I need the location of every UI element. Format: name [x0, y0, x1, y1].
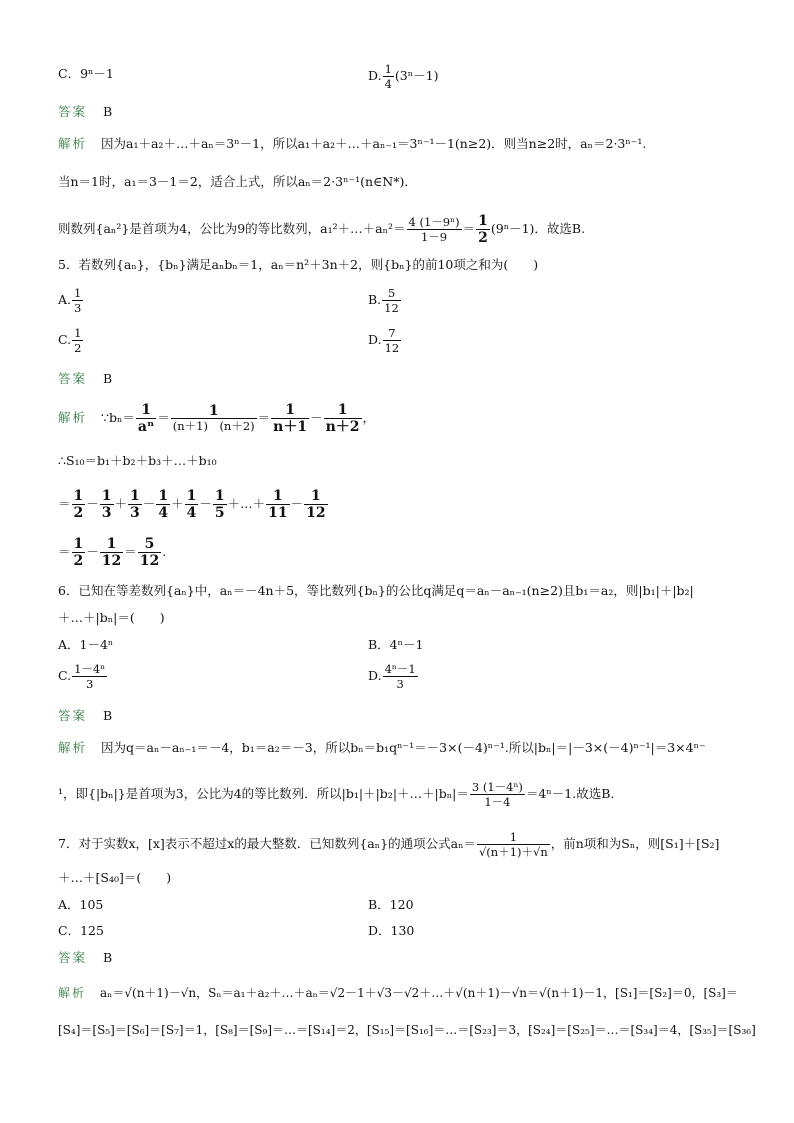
- q7-stem-line1: [58, 830, 719, 859]
- stem-text: ，前n项和为Sₙ，则[S₁]＋[S₂]: [550, 836, 720, 851]
- answer-value: B: [103, 104, 113, 119]
- q5-solution-line4: [58, 536, 166, 569]
- fraction: [382, 286, 401, 315]
- answer-label: 答案: [58, 708, 88, 723]
- fraction: [383, 662, 418, 691]
- operator: －: [199, 496, 212, 511]
- q5-solution-line2: ∴S₁₀＝b₁＋b₂＋b₃＋…＋b₁₀: [58, 453, 217, 468]
- numerator: 1: [266, 488, 289, 505]
- denominator: 2: [73, 553, 84, 569]
- q5-option-a: [58, 286, 84, 315]
- q6-option-a: A．1－4ⁿ: [58, 637, 114, 652]
- denominator: 12: [384, 301, 399, 315]
- answer-value: B: [103, 950, 113, 965]
- operator: －: [142, 496, 156, 511]
- denominator: 3: [101, 505, 112, 521]
- option-label: C.: [58, 332, 72, 347]
- fraction: [100, 488, 114, 521]
- solution-text: ＝4ⁿ－1.故选B.: [525, 786, 615, 801]
- q6-option-b: B．4ⁿ－1: [368, 637, 424, 652]
- denominator: n＋1: [273, 419, 308, 435]
- numerator: 1: [130, 488, 140, 504]
- denominator: 4: [186, 505, 197, 521]
- operator: ＋: [114, 496, 128, 511]
- solution-label: 解析: [58, 136, 88, 151]
- fraction: [470, 780, 525, 809]
- solution-text: ∵bₙ＝: [101, 410, 135, 425]
- option-label: D.: [368, 68, 382, 83]
- q5-solution-line3: [58, 488, 329, 521]
- answer-label: 答案: [58, 104, 88, 119]
- q6-stem-line1: 6．已知在等差数列{aₙ}中，aₙ＝－4n＋5，等比数列{bₙ}的公比q满足q＝aₙ－aₙ₋₁(n≥2)且b₁＝a₂，则|b₁|＋|b₂|: [58, 583, 694, 598]
- q7-option-b: B．120: [368, 897, 414, 912]
- q6-option-c: [58, 662, 108, 691]
- numerator: 1: [214, 488, 225, 504]
- q6-stem-line2: ＋…＋|bₙ|＝( ): [58, 610, 165, 625]
- option-label: B.: [368, 292, 382, 307]
- numerator: 1: [73, 488, 84, 504]
- q4-solution-line2: 当n＝1时，a₁＝3－1＝2，适合上式，所以aₙ＝2·3ⁿ⁻¹(n∈N*)．: [58, 174, 417, 189]
- q7-option-c: C．125: [58, 923, 104, 938]
- denominator: 1－9: [420, 230, 448, 244]
- q5-stem: 5．若数列{aₙ}，{bₙ}满足aₙbₙ＝1，aₙ＝n²＋3n＋2，则{bₙ}的前10项之和为( ): [58, 257, 539, 272]
- numerator: 1: [100, 536, 123, 553]
- fraction: [171, 404, 257, 433]
- equals: ＝: [257, 410, 271, 425]
- denominator: 12: [139, 553, 160, 569]
- denominator: 3: [85, 677, 94, 691]
- denominator: 4: [158, 505, 169, 521]
- numerator: 1: [478, 213, 488, 229]
- fraction: [138, 536, 161, 569]
- fraction: [383, 326, 402, 355]
- numerator: 1: [271, 402, 309, 419]
- numerator: 1: [136, 402, 156, 419]
- fraction: [324, 402, 362, 435]
- q6-solution-line1: [58, 740, 706, 756]
- q4-solution-line3: [58, 213, 585, 246]
- denominator: 2: [74, 341, 82, 355]
- denominator: 12: [384, 341, 400, 355]
- q7-solution-line2: [S₄]＝[S₅]＝[S₆]＝[S₇]＝1，[S₈]＝[S₉]＝…＝[S₁₄]＝2，[S₁₅]＝[S₁₆]＝…＝[S₂₃]＝3，[S₂₄]＝[S₂₅]＝…＝[S₃₄]＝4，[S₃₅]＝[S₃₆]: [58, 1023, 756, 1037]
- q5-solution-line1: [58, 402, 375, 435]
- solution-text: aₙ＝√(n＋1)－√n，Sₙ＝a₁＋a₂＋…＋aₙ＝√2－1＋√3－√2＋…＋√(n＋1)－√n＝√(n＋1)－1，[S₁]＝[S₂]＝0，[S₃]＝: [100, 986, 738, 1000]
- equals: ＝: [462, 221, 476, 236]
- denominator: 2: [73, 505, 84, 521]
- q4-option-c: C．9ⁿ－1: [58, 66, 114, 81]
- fraction: [72, 488, 86, 521]
- solution-text: 因为a₁＋a₂＋…＋aₙ＝3ⁿ－1，所以a₁＋a₂＋…＋aₙ₋₁＝3ⁿ⁻¹－1(n≥2)．则当n≥2时，aₙ＝2·3ⁿ⁻¹.: [101, 136, 647, 151]
- q4-answer: [58, 104, 112, 120]
- operator: ＋…＋: [227, 496, 266, 511]
- denominator: 3: [130, 505, 140, 521]
- fraction: [136, 402, 156, 435]
- denominator: 1－4: [484, 795, 511, 809]
- solution-label: 解析: [58, 986, 87, 1000]
- q6-option-d: [368, 662, 419, 691]
- fraction: [477, 830, 550, 859]
- option-text: (3ⁿ－1): [394, 68, 439, 83]
- fraction: [476, 213, 490, 246]
- fraction: [72, 662, 107, 691]
- solution-label: 解析: [58, 740, 88, 755]
- fraction: [304, 488, 327, 521]
- equals: ＝: [157, 410, 170, 425]
- numerator: 1: [324, 402, 362, 419]
- answer-value: B: [103, 371, 113, 386]
- fraction: [266, 488, 289, 521]
- numerator: 1: [74, 286, 82, 300]
- q6-solution-line2: [58, 780, 614, 809]
- solution-text: 则数列{aₙ²}是首项为4，公比为9的等比数列，a₁²＋…＋aₙ²＝: [58, 221, 406, 236]
- option-label: D.: [368, 668, 382, 683]
- q5-answer: [58, 371, 112, 387]
- numerator: 1: [186, 488, 197, 504]
- denominator: n＋2: [325, 419, 360, 435]
- fraction: [407, 215, 462, 244]
- solution-text: (9ⁿ－1)．故选B.: [490, 221, 586, 236]
- denominator: 2: [478, 230, 488, 246]
- q7-answer: [58, 950, 112, 966]
- solution-label: 解析: [58, 410, 88, 425]
- operator: －: [86, 496, 99, 511]
- q5-option-d: [368, 326, 402, 355]
- fraction: [383, 62, 394, 91]
- option-label: D.: [368, 332, 382, 347]
- fraction: [72, 286, 83, 315]
- fraction: [72, 326, 83, 355]
- operator: －: [290, 496, 304, 511]
- denominator: 5: [214, 505, 225, 521]
- operator: ＝: [58, 544, 71, 559]
- solution-text: 因为q＝aₙ－aₙ₋₁＝－4，b₁＝a₂＝－3，所以bₙ＝b₁qⁿ⁻¹＝－3×(－4)ⁿ⁻¹.所以|bₙ|＝|－3×(－4)ⁿ⁻¹|＝3×4ⁿ⁻: [101, 740, 706, 755]
- denominator: √(n＋1)＋√n: [478, 845, 548, 859]
- fraction: [128, 488, 142, 521]
- numerator: 1: [171, 404, 257, 419]
- operator: ＋: [171, 496, 184, 511]
- numerator: 3 (1－4ⁿ): [471, 780, 523, 794]
- numerator: 1: [74, 326, 82, 340]
- fraction: [213, 488, 227, 521]
- numerator: 7: [383, 326, 402, 341]
- denominator: 11: [268, 505, 288, 521]
- denominator: 4: [384, 77, 392, 91]
- numerator: 1－4ⁿ: [74, 662, 106, 676]
- q7-solution-line1: [58, 985, 738, 1001]
- fraction: [100, 536, 123, 569]
- numerator: 1: [101, 488, 112, 504]
- fraction: [271, 402, 309, 435]
- option-label: A.: [58, 292, 72, 307]
- q6-answer: [58, 708, 112, 724]
- option-label: C.: [58, 668, 72, 683]
- denominator: 12: [101, 553, 122, 569]
- solution-text: ¹，即{|bₙ|}是首项为3，公比为4的等比数列．所以|b₁|＋|b₂|＋…＋|bₙ|＝: [58, 786, 469, 801]
- denominator: aⁿ: [137, 419, 155, 435]
- fraction: [185, 488, 199, 521]
- q5-option-b: [368, 286, 402, 315]
- numerator: 5: [138, 536, 161, 553]
- q7-option-a: A．105: [58, 897, 104, 912]
- answer-value: B: [103, 708, 113, 723]
- numerator: 5: [382, 286, 401, 301]
- q4-option-d: [368, 62, 438, 91]
- answer-label: 答案: [58, 950, 88, 965]
- numerator: 4 (1－9ⁿ): [408, 215, 460, 229]
- q5-option-c: [58, 326, 84, 355]
- denominator: 3: [74, 301, 82, 315]
- numerator: 1: [73, 536, 84, 552]
- denominator: 12: [306, 505, 326, 521]
- operator: ＝: [58, 496, 71, 511]
- operator: －: [86, 544, 99, 559]
- q7-stem-line2: ＋…＋[S₄₀]＝( ): [58, 870, 172, 885]
- operator: ＝: [124, 544, 137, 559]
- numerator: 4ⁿ－1: [384, 662, 416, 676]
- numerator: 1: [158, 488, 169, 504]
- numerator: 1: [477, 830, 550, 845]
- punct: ，: [362, 410, 376, 425]
- numerator: 1: [304, 488, 327, 505]
- q4-solution-line1: [58, 136, 646, 152]
- minus: －: [310, 410, 323, 425]
- operator: .: [162, 544, 167, 559]
- q7-option-d: D．130: [368, 923, 415, 938]
- answer-label: 答案: [58, 371, 88, 386]
- fraction: [156, 488, 170, 521]
- stem-text: 7．对于实数x，[x]表示不超过x的最大整数．已知数列{aₙ}的通项公式aₙ＝: [58, 836, 476, 851]
- denominator: 3: [396, 677, 404, 691]
- numerator: 1: [384, 62, 392, 76]
- denominator: (n＋1) (n＋2): [172, 419, 255, 433]
- fraction: [72, 536, 86, 569]
